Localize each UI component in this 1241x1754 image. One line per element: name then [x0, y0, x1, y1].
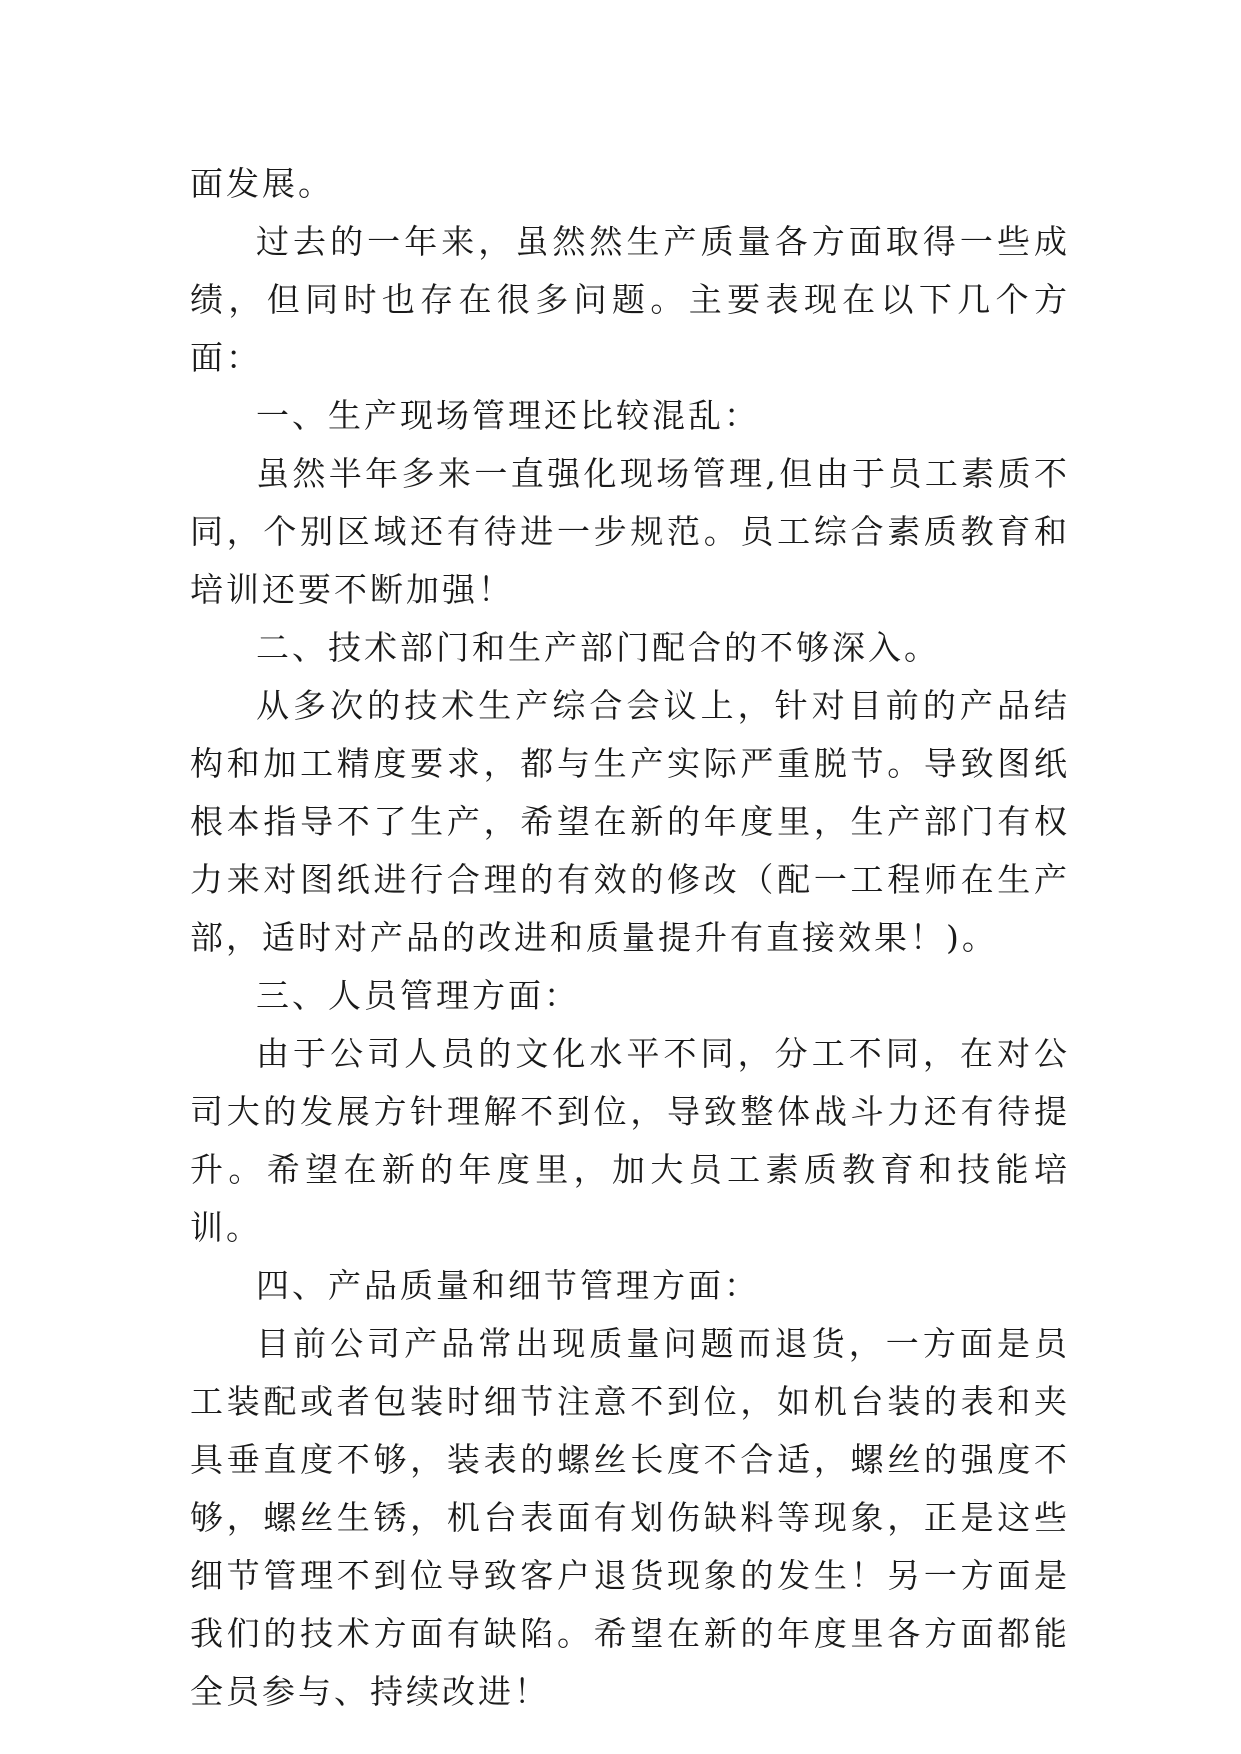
paragraph-continuation: 面发展。 — [190, 164, 334, 203]
section-body-3: 由于公司人员的文化水平不同，分工不同，在对公司大的发展方针理解不到位，导致整体战斗力还有待提升。希望在新的年度里，加大员工素质教育和技能培训。 — [190, 1034, 1070, 1247]
section-heading-3: 三、人员管理方面： — [256, 976, 580, 1015]
paragraph-intro: 过去的一年来，虽然然生产质量各方面取得一些成绩，但同时也存在很多问题。主要表现在以下几个方面： — [190, 222, 1070, 377]
section-body-4: 目前公司产品常出现质量问题而退货，一方面是员工装配或者包装时细节注意不到位，如机台装的表和夹具垂直度不够，装表的螺丝长度不合适，螺丝的强度不够，螺丝生锈，机台表面有划伤缺料等现象，正是这些细节管理不到位导致客户退货现象的发生！另一方面是我们的技术方面有缺陷。希望在新的年度里各方面都能全员参与、持续改进！ — [190, 1324, 1070, 1711]
body-text — [190, 155, 1070, 1721]
section-heading-2: 二、技术部门和生产部门配合的不够深入。 — [256, 628, 940, 667]
section-body-2: 从多次的技术生产综合会议上，针对目前的产品结构和加工精度要求，都与生产实际严重脱节。导致图纸根本指导不了生产，希望在新的年度里，生产部门有权力来对图纸进行合理的有效的修改（配一工程师在生产部，适时对产品的改进和质量提升有直接效果！)。 — [190, 686, 1070, 957]
section-heading-4: 四、产品质量和细节管理方面： — [256, 1266, 760, 1305]
section-body-1: 虽然半年多来一直强化现场管理,但由于员工素质不同，个别区域还有待进一步规范。员工综合素质教育和培训还要不断加强！ — [190, 454, 1070, 609]
section-heading-1: 一、生产现场管理还比较混乱： — [256, 396, 760, 435]
